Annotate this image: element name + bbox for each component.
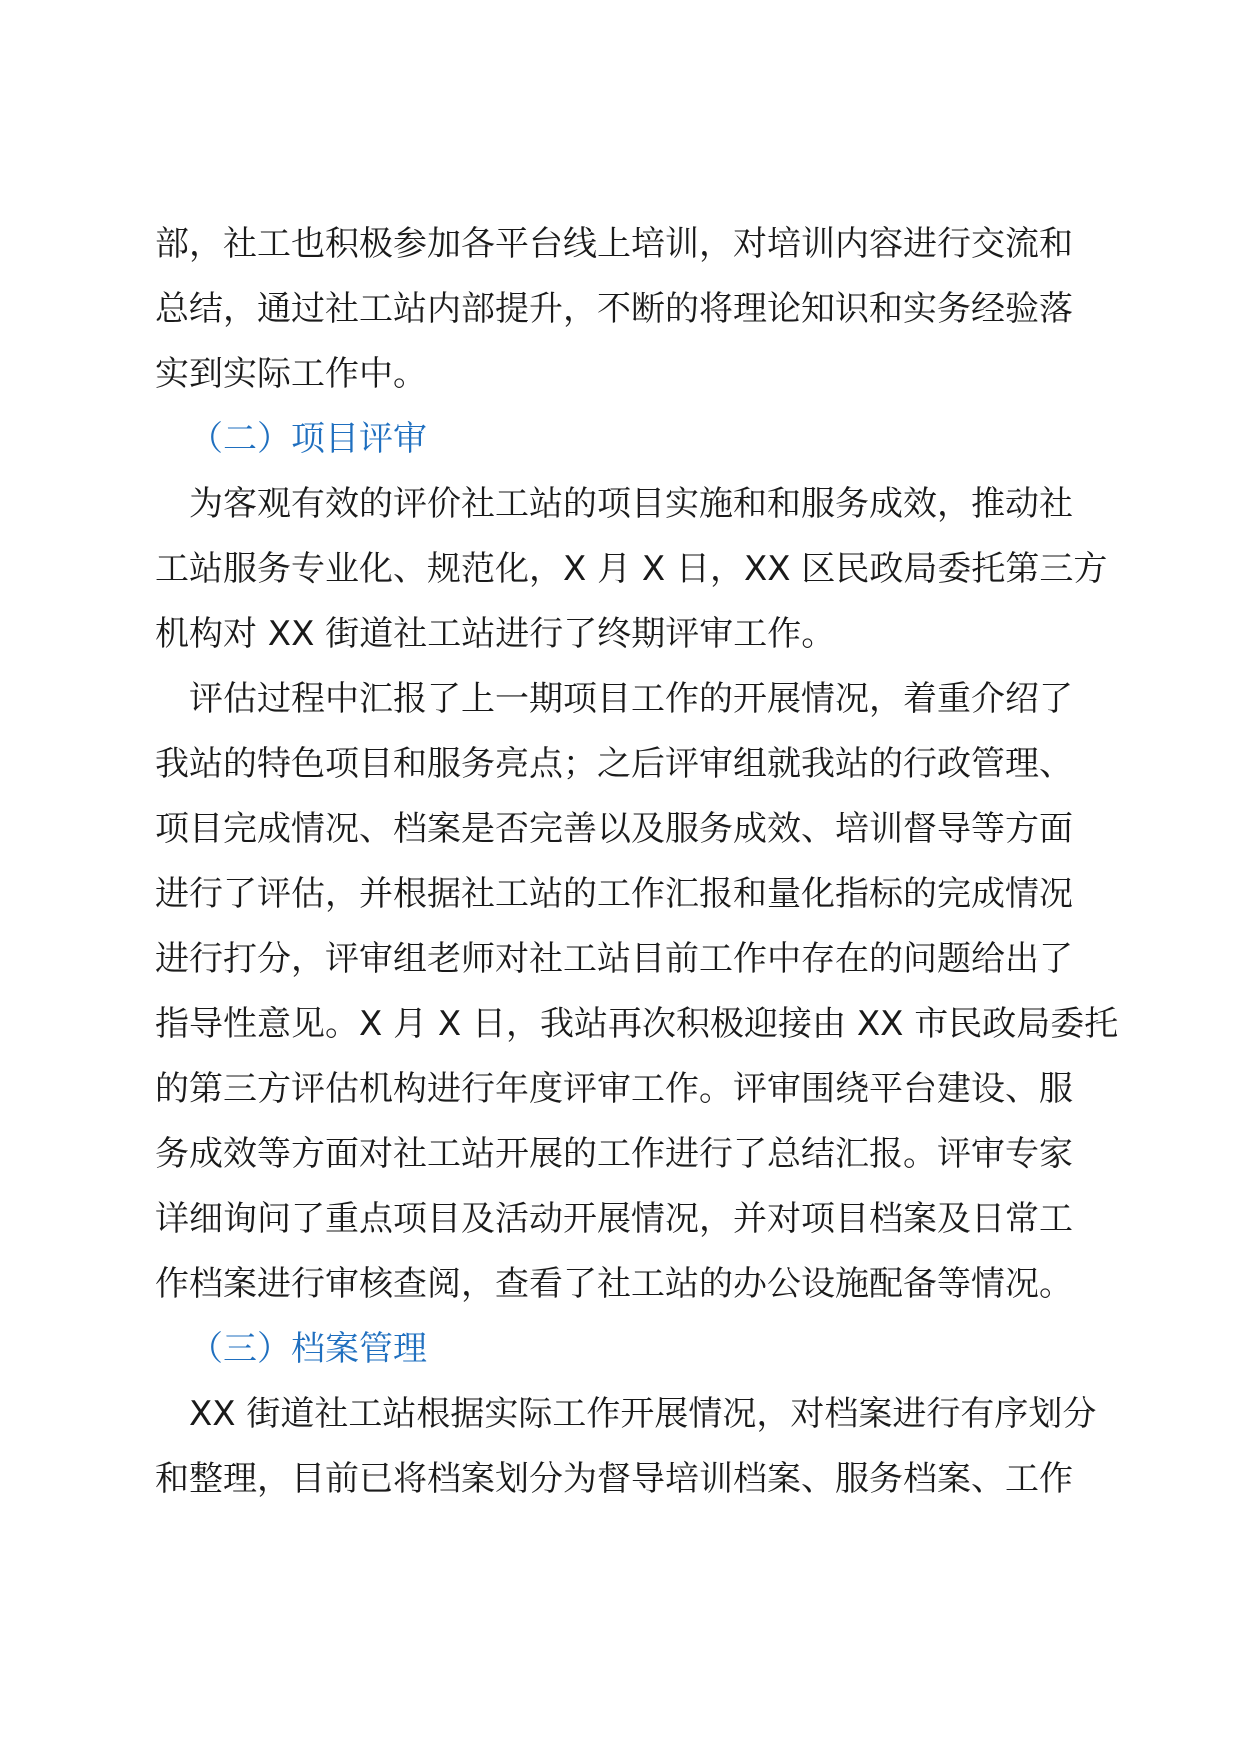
section-heading-archive-management: （三）档案管理 — [189, 1329, 427, 1369]
text-line: 工站服务专业化、规范化，X 月 X 日，XX 区民政局委托第三方 — [155, 549, 1108, 589]
text-line: 实到实际工作中。 — [155, 354, 427, 394]
text-line: 务成效等方面对社工站开展的工作进行了总结汇报。评审专家 — [155, 1134, 1073, 1174]
paragraph-archive — [155, 1382, 1097, 1512]
text-line: 评估过程中汇报了上一期项目工作的开展情况，着重介绍了 — [189, 679, 1073, 719]
paragraph-training — [155, 212, 1085, 407]
text-line: 项目完成情况、档案是否完善以及服务成效、培训督导等方面 — [155, 809, 1073, 849]
text-line: 机构对 XX 街道社工站进行了终期评审工作。 — [155, 614, 836, 654]
text-line: 和整理，目前已将档案划分为督导培训档案、服务档案、工作 — [155, 1459, 1073, 1499]
text-line: 作档案进行审核查阅，查看了社工站的办公设施配备等情况。 — [155, 1264, 1073, 1304]
text-line: 我站的特色项目和服务亮点；之后评审组就我站的行政管理、 — [155, 744, 1073, 784]
text-line: 部，社工也积极参加各平台线上培训，对培训内容进行交流和 — [155, 224, 1073, 264]
text-line: 指导性意见。X 月 X 日，我站再次积极迎接由 XX 市民政局委托 — [155, 1004, 1119, 1044]
text-line: 详细询问了重点项目及活动开展情况，并对项目档案及日常工 — [155, 1199, 1073, 1239]
paragraph-review-process — [155, 667, 1119, 1317]
text-line: 进行了评估，并根据社工站的工作汇报和量化指标的完成情况 — [155, 874, 1073, 914]
text-line: 总结，通过社工站内部提升，不断的将理论知识和实务经验落 — [155, 289, 1073, 329]
text-line: 为客观有效的评价社工站的项目实施和和服务成效，推动社 — [189, 484, 1073, 524]
paragraph-review-intro — [155, 472, 1108, 667]
text-line: 进行打分，评审组老师对社工站目前工作中存在的问题给出了 — [155, 939, 1073, 979]
text-line: 的第三方评估机构进行年度评审工作。评审围绕平台建设、服 — [155, 1069, 1073, 1109]
document-body — [155, 212, 1119, 1512]
text-line: XX 街道社工站根据实际工作开展情况，对档案进行有序划分 — [189, 1394, 1097, 1434]
section-heading-project-review: （二）项目评审 — [189, 419, 427, 459]
